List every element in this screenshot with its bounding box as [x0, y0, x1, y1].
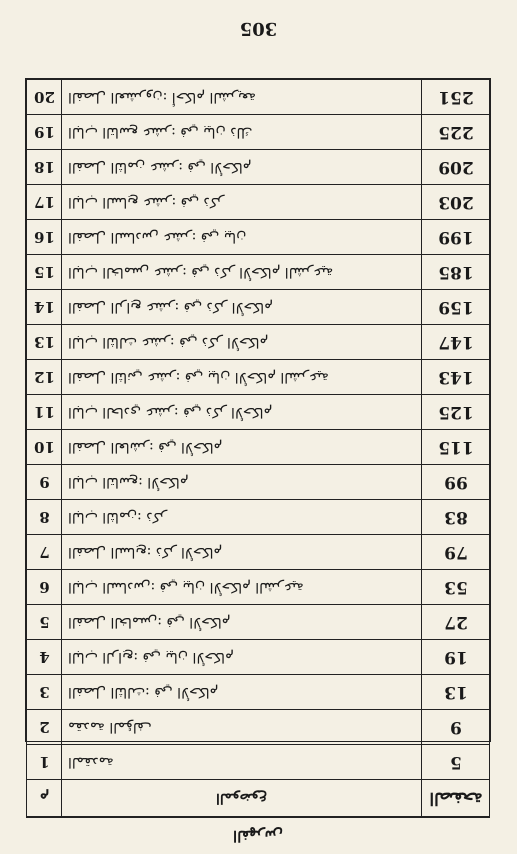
row-title-text: الفصل السابع: ذكر الأحكام	[68, 544, 223, 560]
row-title-text: الفصل العاشر: في الأحكام	[68, 439, 223, 455]
row-page: 209	[422, 150, 490, 185]
row-page: 143	[422, 360, 490, 395]
row-title	[62, 80, 422, 115]
table-row	[27, 710, 490, 745]
row-number: 7	[27, 535, 62, 570]
row-number: 16	[27, 220, 62, 255]
row-title-text: الفصل الثاني عشر: في بيان الأحكام الشرعية	[68, 369, 329, 385]
row-page: 53	[422, 570, 490, 605]
table-row	[27, 185, 490, 220]
row-title	[62, 150, 422, 185]
row-number: 14	[27, 290, 62, 325]
table-caption	[26, 817, 490, 854]
table-row	[27, 325, 490, 360]
table-row	[27, 745, 490, 780]
row-title	[62, 115, 422, 150]
row-page: 19	[422, 640, 490, 675]
row-number: 8	[27, 500, 62, 535]
row-page: 185	[422, 255, 490, 290]
row-title	[62, 710, 422, 745]
table-row	[27, 290, 490, 325]
page-number: 305	[239, 18, 278, 39]
row-title-text: الباب الرابع: في بيان الأحكام	[68, 649, 234, 665]
header-title-text: الموضوع	[216, 790, 267, 806]
header-no: م	[27, 780, 62, 817]
row-number: 17	[27, 185, 62, 220]
row-page: 251	[422, 80, 490, 115]
table-row	[27, 220, 490, 255]
row-number: 1	[27, 745, 62, 780]
row-page: 159	[422, 290, 490, 325]
row-page: 225	[422, 115, 490, 150]
table-row	[27, 605, 490, 640]
row-title-text: الفصل الثالث: في الأحكام	[68, 684, 219, 700]
row-title	[62, 675, 422, 710]
table-row	[27, 465, 490, 500]
row-title	[62, 395, 422, 430]
row-title-text: مقدمة المؤلف	[68, 719, 152, 735]
row-page: 13	[422, 675, 490, 710]
table-row	[27, 430, 490, 465]
row-title-text: الفصل الرابع عشر: في ذكر الأحكام	[68, 299, 273, 315]
row-number: 6	[27, 570, 62, 605]
row-number: 15	[27, 255, 62, 290]
row-title	[62, 430, 422, 465]
header-title	[62, 780, 422, 817]
row-number: 2	[27, 710, 62, 745]
row-page: 199	[422, 220, 490, 255]
row-title-text: الباب الثالث عشر: في ذكر الأحكام	[68, 334, 269, 350]
row-number: 18	[27, 150, 62, 185]
row-title	[62, 325, 422, 360]
row-number: 19	[27, 115, 62, 150]
row-title	[62, 255, 422, 290]
row-number: 5	[27, 605, 62, 640]
header-page: الصفحة	[422, 780, 490, 817]
caption-text: الفهرس	[233, 827, 283, 845]
row-title	[62, 605, 422, 640]
row-title-text: الفصل العشرون: أحكام الشريعة	[68, 89, 256, 105]
table-row	[27, 115, 490, 150]
row-title	[62, 745, 422, 780]
row-number: 13	[27, 325, 62, 360]
table-row	[27, 360, 490, 395]
row-number: 4	[27, 640, 62, 675]
row-page: 203	[422, 185, 490, 220]
row-title-text: الباب الحادي عشر: في ذكر الأحكام	[68, 404, 273, 420]
contents-table	[26, 79, 490, 817]
table-row	[27, 570, 490, 605]
row-title-text: الباب الخامس عشر: في ذكر الأحكام الشرعية	[68, 264, 334, 280]
table-row	[27, 80, 490, 115]
row-page: 79	[422, 535, 490, 570]
contents-table-frame	[25, 78, 491, 845]
row-number: 10	[27, 430, 62, 465]
row-page: 9	[422, 710, 490, 745]
table-row	[27, 675, 490, 710]
row-title	[62, 500, 422, 535]
row-title	[62, 360, 422, 395]
row-title-text: الباب التاسع عشر: في بيان ذلك	[68, 124, 253, 140]
row-number: 3	[27, 675, 62, 710]
row-page: 147	[422, 325, 490, 360]
row-page: 115	[422, 430, 490, 465]
row-number: 9	[27, 465, 62, 500]
row-page: 99	[422, 465, 490, 500]
table-row	[27, 255, 490, 290]
row-number: 20	[27, 80, 62, 115]
table-row	[27, 500, 490, 535]
row-title	[62, 290, 422, 325]
row-number: 12	[27, 360, 62, 395]
table-row	[27, 535, 490, 570]
table-row	[27, 640, 490, 675]
row-title-text: المقدمة	[68, 754, 114, 770]
table-row	[27, 395, 490, 430]
row-title-text: الباب السادس: في بيان الأحكام الشرعية	[68, 579, 304, 595]
row-title	[62, 220, 422, 255]
row-title-text: الباب التاسع: الأحكام	[68, 474, 189, 490]
row-title-text: الباب السابع عشر: في ذكر	[68, 194, 225, 210]
row-title	[62, 465, 422, 500]
row-page: 83	[422, 500, 490, 535]
row-page: 27	[422, 605, 490, 640]
row-title-text: الباب الثامن: ذكر	[68, 509, 167, 525]
row-title	[62, 640, 422, 675]
row-page: 125	[422, 395, 490, 430]
row-title	[62, 570, 422, 605]
row-title-text: الفصل الثامن عشر: في الأحكام	[68, 159, 252, 175]
row-title	[62, 185, 422, 220]
row-title	[62, 535, 422, 570]
table-row	[27, 150, 490, 185]
row-number: 11	[27, 395, 62, 430]
row-page: 5	[422, 745, 490, 780]
row-title-text: الفصل الخامس: في الأحكام	[68, 614, 231, 630]
row-title-text: الفصل السادس عشر: في بيان	[68, 229, 247, 245]
header-row	[27, 780, 490, 817]
